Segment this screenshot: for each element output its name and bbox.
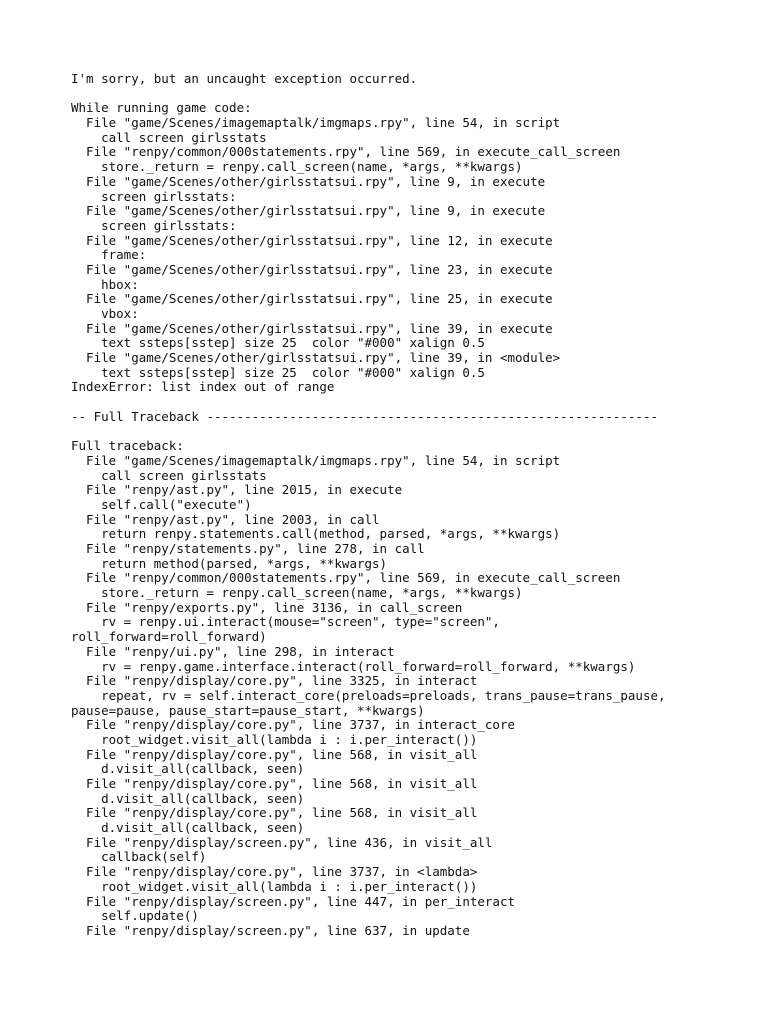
traceback-line: File "renpy/ui.py", line 298, in interact [71,643,395,659]
traceback-line: hbox: [71,276,139,292]
traceback-line: File "renpy/display/core.py", line 3737, in interact_core [71,717,516,733]
traceback-line: vbox: [71,306,139,321]
traceback-line: roll_forward=roll_forward) [71,629,267,645]
traceback-line [71,395,761,410]
traceback-line: File "game/Scenes/imagemaptalk/imgmaps.rpy", line 54, in script [71,452,561,468]
traceback-line: While running game code: [71,100,252,116]
traceback-line: I'm sorry, but an uncaught exception occurred. [71,71,418,86]
traceback-line: frame: [71,247,147,263]
traceback-line: root_widget.visit_all(lambda i : i.per_interact()) [71,878,478,894]
traceback-line: self.update() [71,908,199,924]
traceback-line: return method(parsed, *args, **kwargs) [71,555,388,571]
traceback-line: File "game/Scenes/other/girlsstatsui.rpy", line 9, in execute [71,203,546,219]
traceback-line: File "renpy/display/core.py", line 568, in visit_all [71,746,478,762]
traceback-line: File "renpy/common/000statements.rpy", line 569, in execute_call_screen [71,570,621,586]
traceback-line: d.visit_all(callback, seen) [71,761,305,777]
traceback-line: return renpy.statements.call(method, parsed, *args, **kwargs) [71,526,561,542]
traceback-line: File "renpy/display/core.py", line 568, in visit_all [71,805,478,821]
traceback-line [71,87,761,102]
traceback-line: File "renpy/display/screen.py", line 637, in update [71,922,470,938]
traceback-line: File "renpy/display/core.py", line 3325, in interact [71,673,478,689]
traceback-line: rv = renpy.game.interface.interact(roll_forward=roll_forward, **kwargs) [71,658,636,674]
traceback-line: d.visit_all(callback, seen) [71,790,305,806]
traceback-line: call screen girlsstats [71,129,267,145]
traceback-line: store._return = renpy.call_screen(name, *args, **kwargs) [71,159,523,175]
traceback-line: File "renpy/display/screen.py", line 436, in visit_all [71,834,493,850]
traceback-line: File "game/Scenes/other/girlsstatsui.rpy", line 39, in <module> [71,350,561,366]
traceback-line: File "renpy/exports.py", line 3136, in call_screen [71,599,463,615]
traceback-line: pause=pause, pause_start=pause_start, **kwargs) [71,702,425,718]
traceback-line: File "game/Scenes/other/girlsstatsui.rpy", line 23, in execute [71,261,553,277]
traceback-line [71,425,761,440]
traceback-line: File "renpy/ast.py", line 2015, in execute [71,482,403,498]
traceback-line: rv = renpy.ui.interact(mouse="screen", type="screen", [71,614,500,630]
traceback-line: File "renpy/common/000statements.rpy", line 569, in execute_call_screen [71,144,621,160]
traceback-line: File "game/Scenes/other/girlsstatsui.rpy", line 25, in execute [71,291,553,307]
traceback-line: repeat, rv = self.interact_core(preloads=preloads, trans_pause=trans_pause, [71,687,666,703]
traceback-line: text ssteps[sstep] size 25 color "#000" xalign 0.5 [71,335,485,351]
traceback-line: Full traceback: [71,438,184,454]
traceback-line: File "renpy/statements.py", line 278, in call [71,541,425,556]
traceback-line: callback(self) [71,849,207,865]
traceback-line: File "game/Scenes/imagemaptalk/imgmaps.rpy", line 54, in script [71,115,561,131]
traceback-line: store._return = renpy.call_screen(name, *args, **kwargs) [71,585,523,601]
traceback-line: text ssteps[sstep] size 25 color "#000" xalign 0.5 [71,364,485,380]
traceback-line: screen girlsstats: [71,188,237,204]
traceback-line: File "game/Scenes/other/girlsstatsui.rpy", line 12, in execute [71,232,553,248]
traceback-document [71,72,761,939]
traceback-line: screen girlsstats: [71,217,237,233]
traceback-line: call screen girlsstats [71,467,267,483]
traceback-line: File "renpy/display/core.py", line 568, in visit_all [71,776,478,791]
traceback-line: File "renpy/ast.py", line 2003, in call [71,511,380,527]
traceback-line: d.visit_all(callback, seen) [71,820,305,836]
traceback-line: File "renpy/display/screen.py", line 447, in per_interact [71,893,516,909]
traceback-line: self.call("execute") [71,496,252,512]
traceback-line: root_widget.visit_all(lambda i : i.per_interact()) [71,731,478,747]
traceback-line: File "game/Scenes/other/girlsstatsui.rpy", line 9, in execute [71,173,546,189]
traceback-line: IndexError: list index out of range [71,379,335,395]
traceback-line: -- Full Traceback ------------------------------------------------------------ [71,408,658,424]
traceback-line: File "renpy/display/core.py", line 3737, in <lambda> [71,864,478,880]
traceback-line: File "game/Scenes/other/girlsstatsui.rpy", line 39, in execute [71,320,553,336]
